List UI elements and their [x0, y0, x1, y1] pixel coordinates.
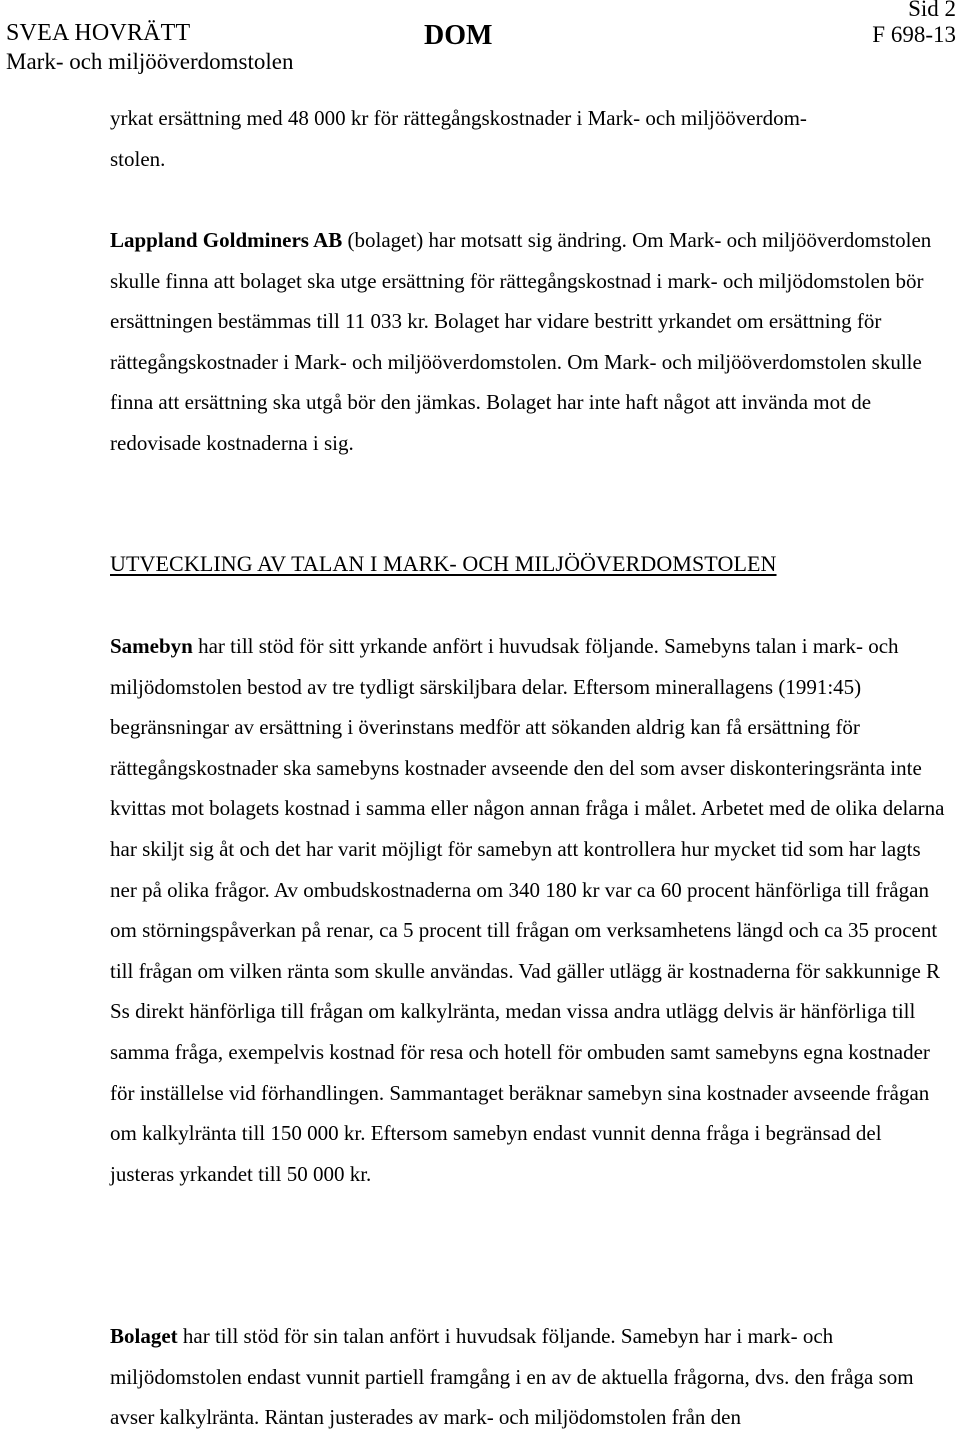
- section-heading: UTVECKLING AV TALAN I MARK- OCH MILJÖÖVERDOMSTOLEN: [110, 551, 777, 576]
- page-number: Sid 2: [908, 0, 956, 21]
- paragraph-text: [110, 626, 946, 1194]
- party-name: Lappland Goldminers AB: [110, 228, 343, 252]
- page-header: [0, 0, 960, 80]
- paragraph-body: har till stöd för sin talan anfört i huvudsak följande. Samebyn har i mark- och miljödomstolen endast vunnit partiell framgång i en av de aktuella frågorna, dvs. den fråga som avser kalkylränta. Räntan justerades av mark- och miljödomstolen från den: [110, 1324, 914, 1430]
- paragraph-claim-continued: [110, 98, 946, 179]
- document-type: DOM: [424, 20, 493, 51]
- paragraph-text: [110, 220, 946, 464]
- paragraph-body: (bolaget) har motsatt sig ändring. Om Mark- och miljööverdomstolen skulle finna att bolaget ska utge ersättning för rättegångskostnad i mark- och miljödomstolen bör ersättningen bestämmas till 11 033 kr. Bolaget har vidare bestritt yrkandet om ersättning för rättegångskostnader i Mark- och miljööverdomstolen. Om Mark- och miljööverdomstolen skulle finna att ersättning ska utgå bör den jämkas. Bolaget har inte haft något att invända mot de redovisade kostnaderna i sig.: [110, 228, 932, 455]
- case-number: F 698-13: [872, 22, 956, 47]
- court-division: Mark- och miljööverdomstolen: [6, 49, 294, 74]
- paragraph-line: yrkat ersättning med 48 000 kr för rättegångskostnader i Mark- och miljööverdom-: [110, 106, 807, 130]
- paragraph-sami-village-argument: [110, 626, 946, 1194]
- court-name: SVEA HOVRÄTT: [6, 20, 191, 46]
- paragraph-company-response: [110, 220, 946, 464]
- party-name: Bolaget: [110, 1324, 178, 1348]
- paragraph-body: har till stöd för sitt yrkande anfört i huvudsak följande. Samebyns talan i mark- och miljödomstolen bestod av tre tydligt särskiljbara delar. Eftersom minerallagens (1991:45) begränsningar av ersättning i överinstans medför att sökanden aldrig kan få ersättning för rättegångskostnader ska samebyns kostnader avseende den del som avser diskonteringsränta inte kvittas mot bolagets kostnad i samma eller någon annan fråga i målet. Arbetet med de olika delarna har skiljt sig åt och det har varit möjligt för samebyn att kontrollera hur mycket tid som har lagts ner på olika frågor. Av ombudskostnaderna om 340 180 kr var ca 60 procent hänförliga till frågan om störningspåverkan på renar, ca 5 procent till frågan om verksamhetens längd och ca 35 procent till frågan om vilken ränta som skulle användas. Vad gäller utlägg är kostnaderna för sakkunnige R Ss direkt hänförliga till frågan om kalkylränta, medan vissa andra utlägg delvis är hänförliga till samma fråga, exempelvis kostnad för resa och hotell för ombuden samt samebyns egna kostnader för inställelse vid förhandlingen. Sammantaget beräknar samebyn sina kostnader avseende frågan om kalkylränta till 150 000 kr. Eftersom samebyn endast vunnit denna fråga i begränsad del justeras yrkandet till 50 000 kr.: [110, 634, 945, 1186]
- party-name: Samebyn: [110, 634, 193, 658]
- paragraph-text: [110, 1316, 946, 1438]
- paragraph-company-argument: [110, 1316, 946, 1438]
- paragraph-line: stolen.: [110, 146, 166, 171]
